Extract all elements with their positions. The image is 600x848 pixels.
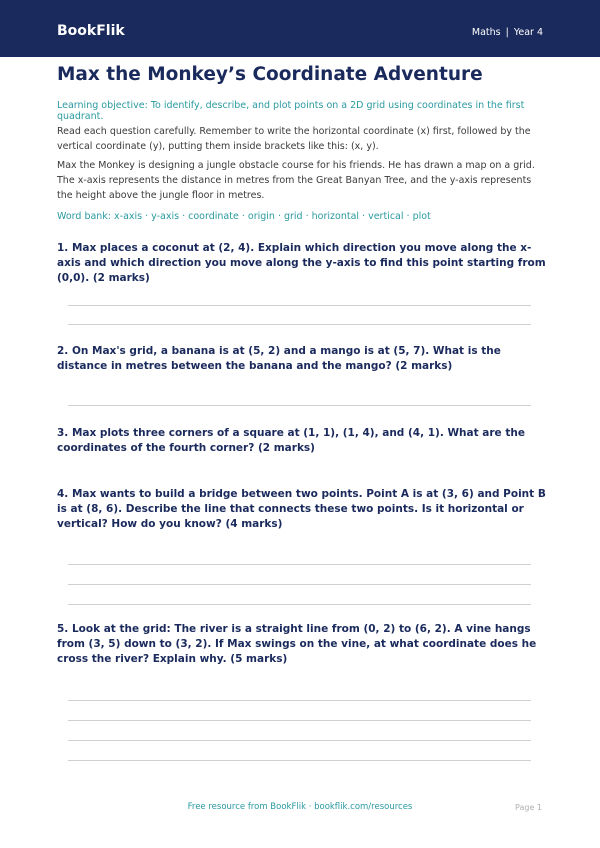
answer-line[interactable] xyxy=(68,720,531,721)
answer-line[interactable] xyxy=(68,604,531,605)
instructions-text: Read each question carefully. Remember to write the horizontal coordinate (x) first, followed by the vertical coordinate (y), putting them inside brackets like this: (x, y). xyxy=(57,126,531,152)
meta-separator: | xyxy=(505,27,509,38)
question-1: 1. Max places a coconut at (2, 4). Explain which direction you move along the x-axis and which direction you move along the y-axis to find this point starting from (0,0). (2 marks) xyxy=(57,242,546,284)
answer-line[interactable] xyxy=(68,405,531,406)
page-title: Max the Monkey’s Coordinate Adventure xyxy=(57,64,483,85)
header-bar xyxy=(0,0,600,57)
answer-line[interactable] xyxy=(68,760,531,761)
question-2: 2. On Max's grid, a banana is at (5, 2) and a mango is at (5, 7). What is the distance in metres between the banana and the mango? (2 marks) xyxy=(57,345,501,372)
page-number: Page 1 xyxy=(515,803,542,812)
answer-line[interactable] xyxy=(68,740,531,741)
answer-line[interactable] xyxy=(68,584,531,585)
subject-label: Maths xyxy=(471,27,501,38)
answer-line[interactable] xyxy=(68,564,531,565)
scenario-text: Max the Monkey is designing a jungle obstacle course for his friends. He has drawn a map on a grid. The x-axis represents the distance in metres from the Great Banyan Tree, and the y-axis represents the height above the jungle floor in metres. xyxy=(57,160,535,201)
word-bank: Word bank: x-axis · y-axis · coordinate · origin · grid · horizontal · vertical · plot xyxy=(57,211,431,222)
footer-resource-link[interactable]: Free resource from BookFlik · bookflik.com/resources xyxy=(187,802,413,812)
answer-line[interactable] xyxy=(68,324,531,325)
question-4: 4. Max wants to build a bridge between two points. Point A is at (3, 6) and Point B is at (8, 6). Describe the line that connects these two points. Is it horizontal or vertical? How do you know? (4 marks) xyxy=(57,488,546,530)
subject-year xyxy=(472,27,543,38)
learning-objective: Learning objective: To identify, describe, and plot points on a 2D grid using coordinates in the first quadrant. xyxy=(57,100,525,122)
brand-logo: BookFlik xyxy=(57,23,125,39)
question-5: 5. Look at the grid: The river is a straight line from (0, 2) to (6, 2). A vine hangs from (3, 5) down to (3, 2). If Max swings on the vine, at what coordinate does he cross the river? Explain why. (5 marks) xyxy=(57,623,537,665)
answer-line[interactable] xyxy=(68,700,531,701)
year-label: Year 4 xyxy=(513,27,543,38)
answer-line[interactable] xyxy=(68,305,531,306)
question-3: 3. Max plots three corners of a square at (1, 1), (1, 4), and (4, 1). What are the coordinates of the fourth corner? (2 marks) xyxy=(57,427,525,454)
